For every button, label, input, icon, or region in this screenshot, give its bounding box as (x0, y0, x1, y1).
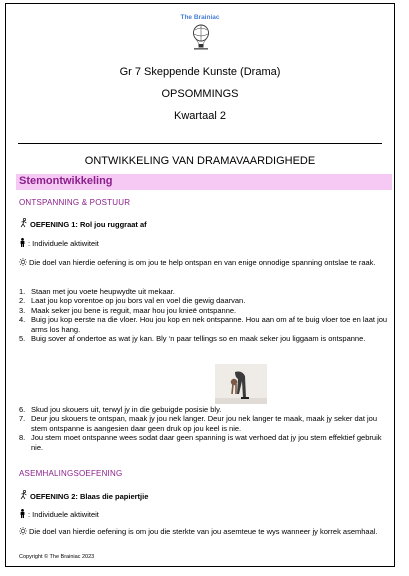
exercise-heading (19, 218, 147, 229)
purpose-text (19, 527, 391, 537)
list-item: 1. Staan met jou voete heupwydte uit mekaar. (19, 287, 175, 296)
running-figure-icon (19, 218, 28, 228)
subject-title: Gr 7 Skeppende Kunste (Drama) (119, 66, 281, 78)
section-banner-title: Stemontwikkeling (19, 175, 113, 187)
exercise-title: OEFENING 2: Blaas die papiertjie (30, 492, 149, 501)
activity-line (19, 238, 99, 248)
purpose-body: Die doel van hierdie oefening is om jou die sterkte van jou asemteue te wys wanneer jy korrek asemhaal. (29, 527, 378, 536)
activity-type: : Individuele aktiwiteit (28, 510, 99, 519)
exercise-heading (19, 490, 148, 501)
subsection-title: ONTSPANNING & POSTUUR (19, 198, 131, 207)
brand-name: The Brainiac (180, 14, 220, 21)
list-item: 7. Deur jou skouers te ontspan, maak jy jou nek langer. Deur jou nek langer te maak, maak jy seker dat jou stem ontspanne is aangesien daar geen druk op jou keel is nie. (19, 414, 378, 433)
doc-title: OPSOMMINGS (161, 88, 239, 100)
exercise-title: OEFENING 1: Rol jou ruggraat af (30, 220, 147, 229)
list-item: 4. Buig jou kop eerste na die vloer. Hou jou kop en nek ontspanne. Hou aan om af te buig vloer toe en laat jou arms los hang. (19, 315, 388, 334)
bending-person-photo (215, 364, 267, 404)
purpose-text (19, 258, 391, 268)
hot-air-balloon-icon (190, 24, 212, 50)
sun-icon (19, 258, 27, 266)
list-item: 8. Jou stem moet ontspanne wees sodat daar geen spanning is wat verhoed dat jy jou stem effektief gebruik nie. (19, 433, 382, 452)
person-icon (19, 509, 26, 518)
purpose-body: Die doel van hierdie oefening is om jou te help ontspan en van enige onnodige spanning ontslae te raak. (29, 258, 376, 267)
divider (18, 143, 382, 144)
subsection-title: ASEMHALINGSOEFENING (19, 469, 123, 478)
person-icon (19, 238, 26, 247)
section-banner (16, 174, 392, 190)
steps-list-continued (19, 405, 391, 452)
copyright-footer: Copyright © The Brainiac 2023 (19, 554, 95, 560)
list-item: 5. Buig sover af ondertoe as wat jy kan. Bly ‘n paar tellings so en maak seker jou liggaam is ontspanne. (19, 334, 366, 344)
running-figure-icon (19, 490, 28, 500)
list-item: 2. Laat jou kop vorentoe op jou bors val en voel die gewig daarvan. (19, 296, 246, 306)
activity-type: : Individuele aktiwiteit (28, 239, 99, 248)
list-item: 3. Maak seker jou bene is reguit, maar hou jou knieë ontspanne. (19, 305, 237, 315)
steps-list (19, 287, 391, 343)
sun-icon (19, 527, 27, 535)
main-heading: ONTWIKKELING VAN DRAMAVAARDIGHEDE (84, 155, 316, 167)
activity-line (19, 509, 99, 519)
term-title: Kwartaal 2 (174, 110, 226, 122)
list-item: 6. Skud jou skouers uit, terwyl jy in die gebuigde posisie bly. (19, 405, 222, 414)
document-page (5, 3, 395, 567)
